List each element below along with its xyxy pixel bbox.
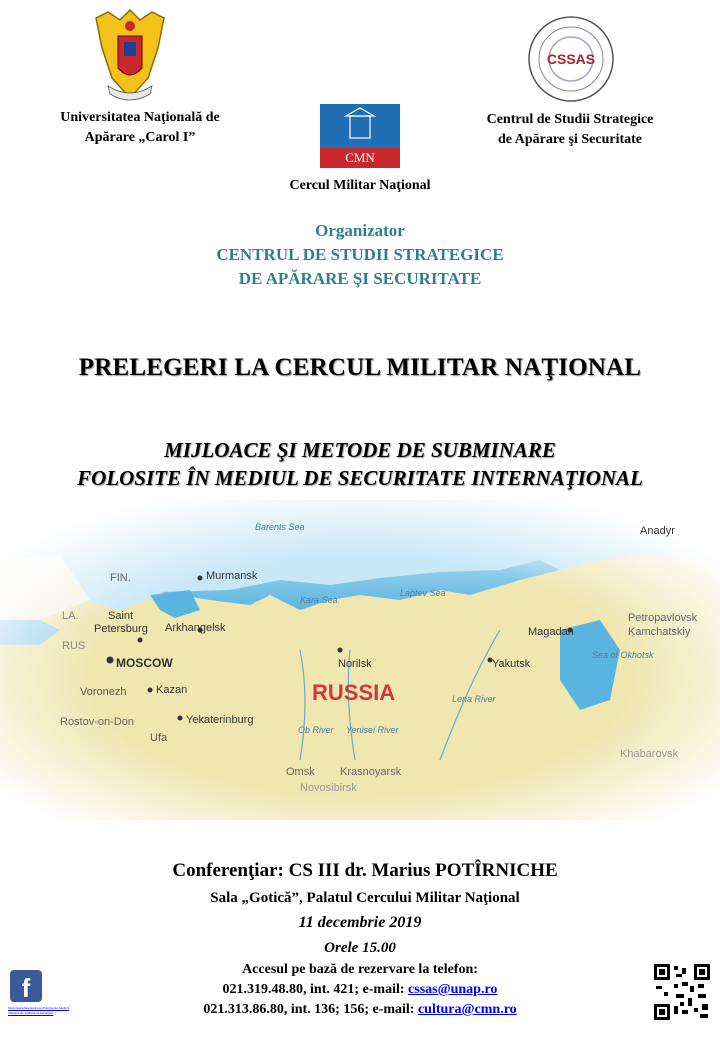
organizer-block <box>110 219 610 291</box>
venue: Sala „Gotică”, Palatul Cercului Militar Naţional <box>210 890 520 906</box>
map-label-voronezh: Voronezh <box>80 686 127 698</box>
map-label-magadan: Magadan <box>528 626 574 638</box>
map-label-barents: Barents Sea <box>255 522 305 532</box>
left-institution-line2: Apărare „Carol I” <box>84 130 196 145</box>
map-label-krasnoyarsk: Krasnoyarsk <box>340 766 402 778</box>
map-label-norilsk: Norilsk <box>338 658 372 670</box>
map-label-kara: Kara Sea <box>300 595 338 605</box>
contact2-phone: 021.313.86.80, int. 136; 156; e-mail: <box>203 1002 415 1017</box>
cssas-logo-text: CSSAS <box>546 51 596 67</box>
map-label-saint: Saint <box>108 610 134 622</box>
contact1-phone: 021.319.48.80, int. 421; e-mail: <box>222 982 405 997</box>
subtitle-line1: MIJLOACE ŞI METODE DE SUBMINARE <box>164 438 556 462</box>
map-label-novosibirsk: Novosibirsk <box>300 782 357 794</box>
map-label-yenisei: Yenisei River <box>346 725 399 735</box>
map-label-rus: RUS <box>62 640 86 652</box>
map-label-ufa: Ufa <box>150 732 168 744</box>
contact2-email-link[interactable]: cultura@cmn.ro <box>417 1002 517 1017</box>
qr-code-icon <box>654 964 710 1020</box>
event-date: 11 decembrie 2019 <box>298 914 422 931</box>
map-label-lena: Lena River <box>452 694 496 704</box>
facebook-icon[interactable]: f <box>10 970 42 1002</box>
contact1-email-link[interactable]: cssas@unap.ro <box>408 982 498 997</box>
russia-map <box>0 500 720 820</box>
map-label-okhotsk: Sea of Okhotsk <box>592 650 654 660</box>
right-institution-line1: Centrul de Studii Strategice <box>486 112 654 127</box>
right-institution-line2: de Apărare şi Securitate <box>498 132 642 147</box>
organizer-name-line1: CENTRUL DE STUDII STRATEGICE <box>216 245 504 264</box>
lecture-subtitle <box>0 436 720 492</box>
map-label-omsk: Omsk <box>286 766 315 778</box>
organizer-label: Organizator <box>315 221 405 240</box>
map-label-petrop: Petropavlovsk <box>628 612 698 624</box>
speaker: Conferenţiar: CS III dr. Marius POTÎRNICHE <box>172 860 558 881</box>
map-label-moscow: MOSCOW <box>116 656 173 670</box>
map-label-yekaterinburg: Yekaterinburg <box>186 714 254 726</box>
center-institution-name: Cercul Militar Naţional <box>289 178 431 193</box>
map-label-fin: FIN. <box>110 572 131 584</box>
map-label-ob: Ob River <box>298 725 334 735</box>
page-title: PRELEGERI LA CERCUL MILITAR NAŢIONAL <box>78 354 642 381</box>
access-note: Accesul pe bază de rezervare la telefon: <box>242 962 478 977</box>
map-label-country: RUSSIA <box>312 680 396 705</box>
map-label-arkhangelsk: Arkhangelsk <box>165 622 226 634</box>
cmn-logo <box>320 104 400 168</box>
contact-line-1 <box>0 982 720 998</box>
map-label-kazan: Kazan <box>156 684 188 696</box>
map-label-la: LA. <box>62 610 79 622</box>
map-label-murmansk: Murmansk <box>206 570 258 582</box>
cssas-logo <box>526 14 616 104</box>
map-label-yakutsk: Yakutsk <box>492 658 531 670</box>
map-label-laptev: Laptev Sea <box>400 588 446 598</box>
unap-coat-of-arms-logo <box>88 8 172 104</box>
facebook-link[interactable]: https://www.facebook.com/Centrul-de-Studii-Strategice-de-Apărare-și-Securitate <box>8 1006 70 1015</box>
contact-line-2 <box>0 1002 720 1018</box>
left-institution-line1: Universitatea Naţională de <box>60 110 220 125</box>
subtitle-line2: FOLOSITE ÎN MEDIUL DE SECURITATE INTERNAŢIONAL <box>77 466 643 490</box>
left-institution-name <box>30 108 250 148</box>
map-label-kamch: Kamchatskiy <box>628 626 691 638</box>
organizer-name-line2: DE APĂRARE ŞI SECURITATE <box>238 269 482 288</box>
cmn-logo-text: CMN <box>320 148 400 168</box>
map-label-rostov: Rostov-on-Don <box>60 716 134 728</box>
event-time: Orele 15.00 <box>324 940 396 956</box>
map-label-petersburg: Petersburg <box>94 623 148 635</box>
map-label-anadyr: Anadyr <box>640 525 675 537</box>
right-institution-name <box>460 110 680 150</box>
map-label-khabarovsk: Khabarovsk <box>620 748 679 760</box>
